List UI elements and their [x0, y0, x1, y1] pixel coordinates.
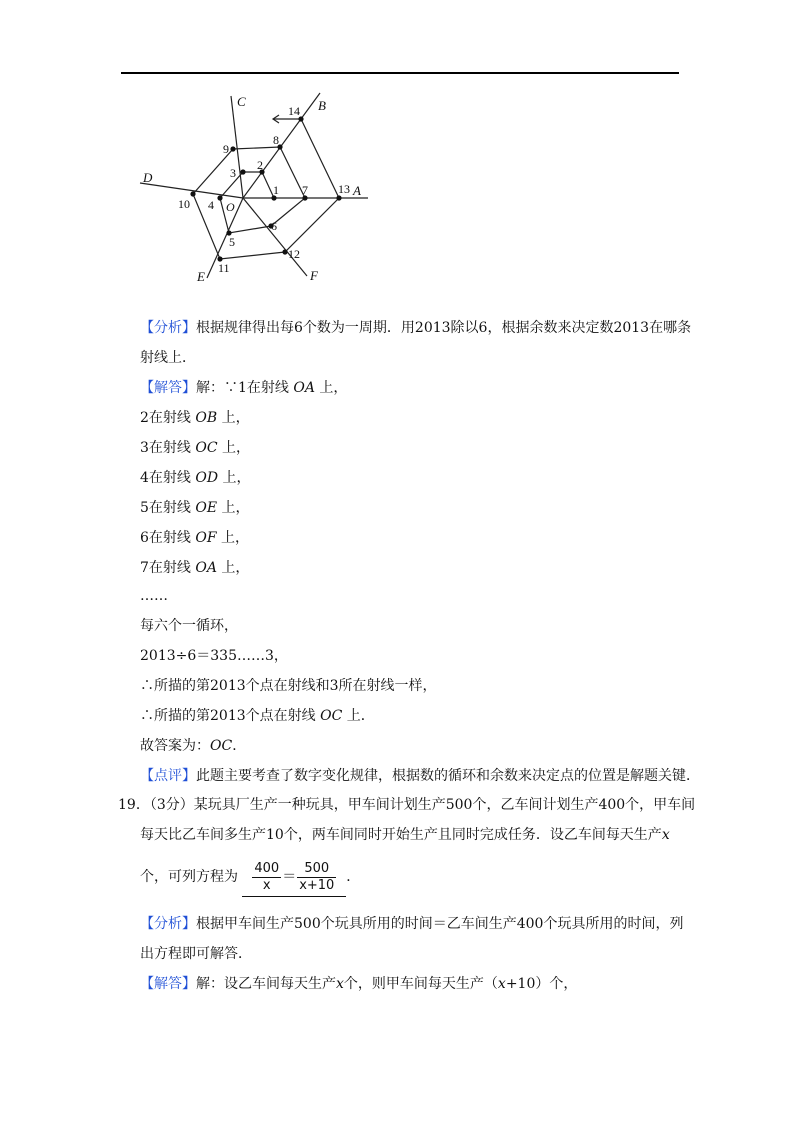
- point-13: [336, 195, 341, 200]
- point-10: [190, 191, 195, 196]
- answer1-item-6: 6在射线 OF 上，: [140, 530, 250, 546]
- label-12: 12: [288, 247, 300, 261]
- answer1-ellipsis: ……: [140, 588, 168, 604]
- answer1-item-2: 2在射线 OB 上，: [140, 410, 250, 426]
- answer1-item-4: 4在射线 OD 上，: [140, 470, 251, 486]
- point-12: [282, 249, 287, 254]
- answer1-final: 故答案为：OC．: [140, 738, 247, 754]
- answer1-cycle: 每六个一循环，: [140, 618, 238, 634]
- spiral-rays-figure: [135, 88, 375, 293]
- label-o: O: [226, 200, 235, 214]
- label-3: 3: [230, 166, 236, 180]
- label-2: 2: [257, 158, 263, 172]
- analysis-tag: 【分析】: [140, 320, 196, 336]
- answer-tag-2: 【解答】: [140, 976, 196, 992]
- analysis2-line1: 【分析】根据甲车间生产500个玩具所用的时间＝乙车间生产400个玩具所用的时间，列: [140, 916, 684, 932]
- answer1-item-7: 7在射线 OA 上，: [140, 560, 250, 576]
- label-8: 8: [273, 133, 279, 147]
- comment1-line: 【点评】此题主要考查了数字变化规律，根据数的循环和余数来决定点的位置是解题关键．: [140, 768, 700, 784]
- label-10: 10: [178, 197, 190, 211]
- analysis2-line2: 出方程即可解答．: [140, 946, 252, 962]
- label-11: 11: [218, 261, 230, 275]
- label-9: 9: [223, 142, 229, 156]
- fraction-500-x10: $\frac{500}{x+10}$: [299, 860, 335, 893]
- fraction-400-x: $\frac{400}{x}$: [254, 860, 280, 893]
- q19-line1: 19．（3分）某玩具厂生产一种玩具，甲车间计划生产500个，乙车间计划生产400个，甲车间: [118, 797, 696, 813]
- label-b: B: [318, 98, 326, 113]
- label-c: C: [237, 94, 246, 109]
- answer1-item-5: 5在射线 OE 上，: [140, 500, 250, 516]
- spiral-path: [193, 119, 339, 259]
- label-e: E: [197, 269, 205, 284]
- answer1-intro: 【解答】解：∵1在射线 OA 上，: [140, 380, 348, 396]
- comment-tag: 【点评】: [140, 768, 196, 784]
- point-4: [217, 195, 222, 200]
- label-5: 5: [229, 235, 235, 249]
- label-13: 13: [338, 182, 350, 196]
- q19-equation-line: 个，可列方程为 $\frac{400}{x}$ ＝ $\frac{500}{x+10}$ ．: [140, 858, 360, 897]
- label-1: 1: [273, 183, 279, 197]
- analysis1-line1: 【分析】根据规律得出每6个数为一周期．用2013除以6，根据余数来决定数2013在哪条: [140, 320, 692, 336]
- question-number: 19．: [118, 797, 150, 813]
- point-3: [240, 169, 245, 174]
- label-a: A: [353, 183, 361, 198]
- analysis-tag-2: 【分析】: [140, 916, 196, 932]
- answer-blank: $\frac{400}{x}$ ＝ $\frac{500}{x+10}$: [242, 858, 346, 897]
- ray-of: [243, 198, 307, 276]
- label-7: 7: [302, 183, 308, 197]
- header-rule: [121, 72, 679, 74]
- answer1-item-3: 3在射线 OC 上，: [140, 440, 251, 456]
- label-d: D: [143, 170, 153, 185]
- answer1-conclusion2: ∴所描的第2013个点在射线 OC 上．: [140, 708, 375, 724]
- answer2-line: 【解答】解：设乙车间每天生产x个，则甲车间每天生产（x+10）个，: [140, 976, 578, 992]
- answer1-calc: 2013÷6＝335……3，: [140, 648, 288, 664]
- label-4: 4: [208, 198, 214, 212]
- label-f: F: [310, 268, 318, 283]
- point-9: [230, 146, 235, 151]
- answer-tag: 【解答】: [140, 380, 196, 396]
- label-14: 14: [288, 104, 300, 118]
- answer1-conclusion1: ∴所描的第2013个点在射线和3所在射线一样，: [140, 678, 437, 694]
- analysis1-line2: 射线上．: [140, 350, 196, 366]
- label-6: 6: [271, 219, 277, 233]
- q19-line2: 每天比乙车间多生产10个，两车间同时开始生产且同时完成任务．设乙车间每天生产x: [140, 827, 670, 843]
